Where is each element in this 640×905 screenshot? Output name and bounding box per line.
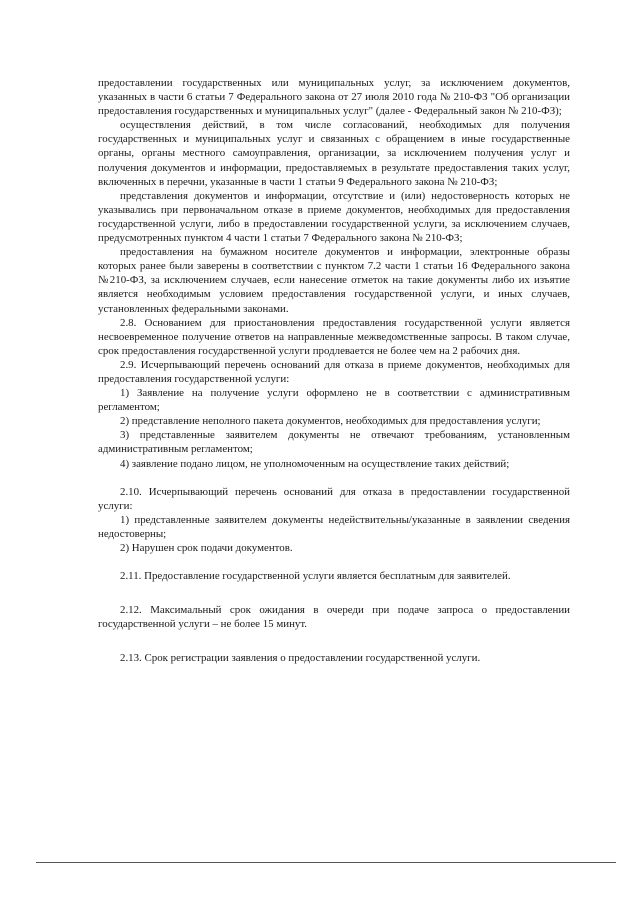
list-item-2-9-3: 3) представленные заявителем документы не отвечают требованиям, установленным административным регламентом; [98, 429, 570, 456]
paragraph-2-12: 2.12. Максимальный срок ожидания в очереди при подаче запроса о предоставлении государственной услуги – не более 15 минут. [98, 604, 570, 631]
paragraph-2-9: 2.9. Исчерпывающий перечень оснований для отказа в приеме документов, необходимых для предоставления государственной услуги: [98, 358, 570, 385]
paragraph-continuation: предоставлении государственных или муниципальных услуг, за исключением документов, указанных в части 6 статьи 7 Федерального закона от 27 июля 2010 года № 210-ФЗ "Об организации предоставления государственных и муниципальных услуг" (далее - Федеральный закон № 210-ФЗ); [98, 77, 570, 118]
list-item-2-9-2: 2) представление неполного пакета документов, необходимых для предоставления услуги; [120, 415, 541, 428]
list-item-2-10-2: 2) Нарушен срок подачи документов. [120, 542, 293, 554]
paragraph-documents: представления документов и информации, отсутствие и (или) недостоверность которых не указывались при первоначальном отказе в приеме документов, необходимых для предоставления государственной услуги, либо в предоставлении государственной услуги, за исключением случаев, предусмотренных пунктом 4 части 1 статьи 7 Федерального закона № 210-ФЗ; [98, 189, 570, 245]
paragraph-actions: осуществления действий, в том числе согласований, необходимых для получения государственных и муниципальных услуг и связанных с обращением в иные государственные органы, органы местного самоуправления, организации, за исключением получения услуг и получения документов и информации, предоставляемых в результате предоставления таких услуг, включенных в перечни, указанные в части 1 статьи 9 Федерального закона № 210-ФЗ; [98, 119, 570, 188]
list-item-2-9-4: 4) заявление подано лицом, не уполномоченным на осуществление таких действий; [120, 457, 510, 470]
list-item-2-10-1: 1) представленные заявителем документы недействительны/указанные в заявлении сведения недостоверны; [98, 513, 570, 540]
paragraph-2-13: 2.13. Срок регистрации заявления о предоставлении государственной услуги. [120, 652, 481, 665]
paragraph-2-8: 2.8. Основанием для приостановления предоставления государственной услуги является несвоевременное получение ответов на направленные межведомственные запросы. В таком случае, срок предоставления государственной услуги продлевается не более чем на 2 рабочих дня. [98, 316, 570, 357]
paragraph-paper-documents: предоставления на бумажном носителе документов и информации, электронные образы которых ранее были заверены в соответствии с пунктом 7.2 части 1 статьи 16 Федерального закона №210-ФЗ, за исключением случаев, если нанесение отметок на такие документы либо их изъятие является необходимым условием предоставления государственной услуги, и иных случаев, установленных федеральными законами. [98, 246, 570, 315]
list-item-2-9-1: 1) Заявление на получение услуги оформлено не в соответствии с административным регламентом; [98, 387, 570, 414]
document-body [98, 76, 570, 665]
paragraph-2-10: 2.10. Исчерпывающий перечень оснований для отказа в предоставлении государственной услуги: [98, 485, 570, 512]
paragraph-2-11: 2.11. Предоставление государственной услуги является бесплатным для заявителей. [120, 570, 511, 583]
page-bottom-rule [36, 862, 616, 863]
